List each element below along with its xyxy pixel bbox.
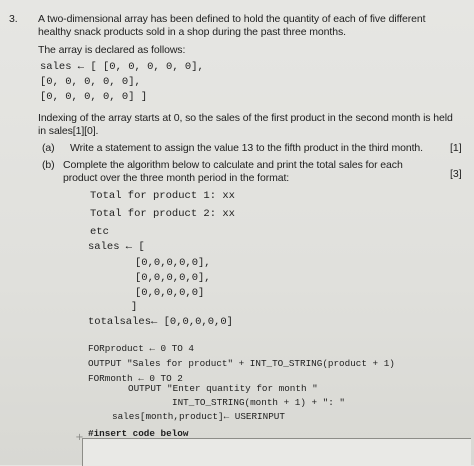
code-sales-open: sales ← [ (88, 241, 145, 253)
code-sales-row1: [0,0,0,0,0], (135, 257, 211, 269)
question-intro-line2: healthy snack products sold in a shop during the past three months. (38, 26, 346, 38)
array-declaration-line3: [0, 0, 0, 0, 0] ] (40, 91, 148, 103)
indexing-text-line2: in sales[1][0]. (38, 125, 99, 137)
code-sales-close: ] (131, 301, 138, 313)
format-line3: etc (90, 226, 109, 238)
question-number: 3. (9, 13, 18, 25)
code-for-product: FORproduct ← 0 TO 4 (88, 343, 195, 354)
array-declaration-line2: [0, 0, 0, 0, 0], (40, 76, 141, 88)
question-intro-line1: A two-dimensional array has been defined to hold the quantity of each of five different (38, 13, 426, 25)
code-sales-row2: [0,0,0,0,0], (135, 272, 211, 284)
array-declared-text: The array is declared as follows: (38, 44, 186, 56)
part-a-marks: [1] (450, 142, 462, 154)
part-b-marks: [3] (450, 168, 462, 180)
code-totalsales: totalsales← [0,0,0,0,0] (88, 316, 233, 328)
code-output-enter: OUTPUT "Enter quantity for month " (128, 383, 318, 394)
format-line1: Total for product 1: xx (90, 190, 235, 202)
code-assign-userinput: sales[month,product]← USERINPUT (112, 411, 285, 422)
format-line2: Total for product 2: xx (90, 208, 235, 220)
code-answer-box[interactable] (82, 438, 471, 466)
code-output-enter-cont: INT_TO_STRING(month + 1) + ": " (172, 397, 345, 408)
code-insert-comment: #insert code below (88, 428, 189, 439)
indexing-text-line1: Indexing of the array starts at 0, so the sales of the first product in the second month is held (38, 112, 453, 124)
add-plus-icon[interactable]: + (75, 432, 84, 443)
part-a-label: (a) (42, 142, 55, 154)
array-declaration-line1: sales ← [ [0, 0, 0, 0, 0], (40, 61, 204, 73)
part-b-text-line2: product over the three month period in the format: (63, 172, 290, 184)
part-b-label: (b) (42, 159, 55, 171)
code-for-month: FORmonth ← 0 TO 2 (88, 373, 183, 384)
part-a-text: Write a statement to assign the value 13 to the fifth product in the third month. (70, 142, 423, 154)
code-sales-row3: [0,0,0,0,0] (135, 287, 205, 299)
code-output-sales: OUTPUT "Sales for product" + INT_TO_STRING(product + 1) (88, 358, 395, 369)
part-b-text-line1: Complete the algorithm below to calculate and print the total sales for each (63, 159, 403, 171)
